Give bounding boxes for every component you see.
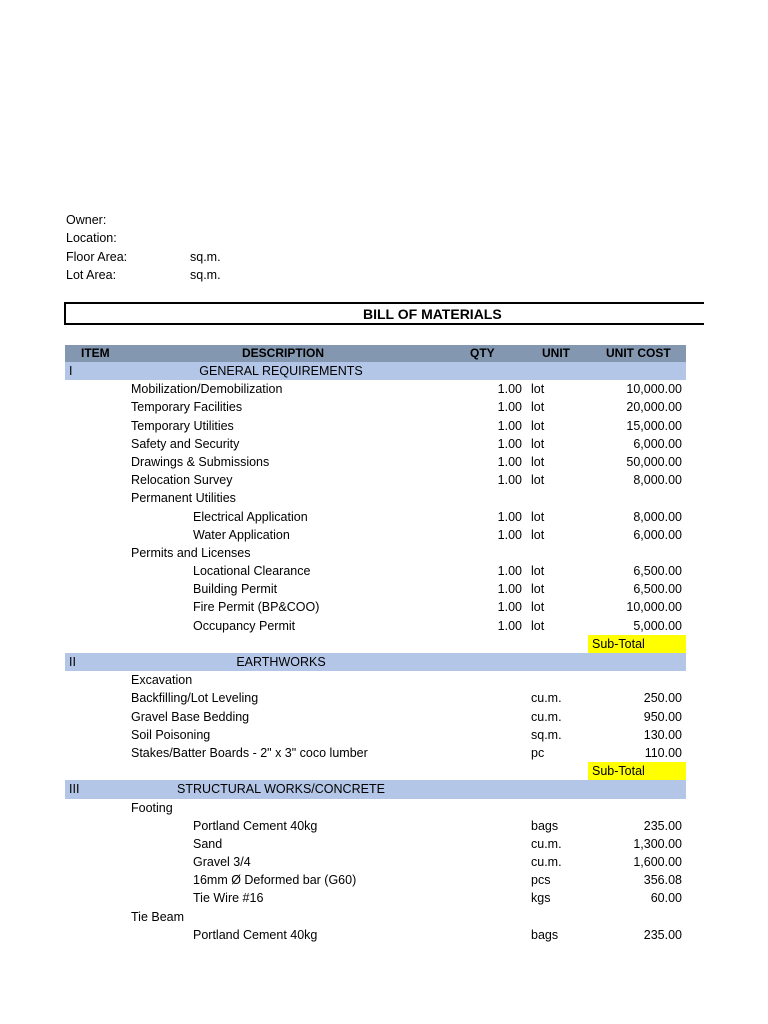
location-row <box>66 229 366 247</box>
row-unit: lot <box>531 473 545 488</box>
table-row <box>65 598 686 616</box>
header-description: DESCRIPTION <box>242 346 325 360</box>
row-description: Gravel 3/4 <box>193 855 251 870</box>
row-unit-cost: 6,000.00 <box>633 527 682 542</box>
row-description: Occupancy Permit <box>193 618 296 633</box>
row-description: Temporary Utilities <box>131 418 234 433</box>
section-row <box>65 780 686 798</box>
row-unit-cost: 20,000.00 <box>626 400 682 415</box>
subtotal-label: Sub-Total <box>588 635 686 653</box>
table-row <box>65 544 686 562</box>
row-unit-cost: 15,000.00 <box>626 418 682 433</box>
row-description: Mobilization/Demobilization <box>131 382 283 397</box>
row-description: Fire Permit (BP&COO) <box>193 600 320 615</box>
row-unit: lot <box>531 418 545 433</box>
section-row <box>65 653 686 671</box>
floor-area-row <box>66 248 366 266</box>
row-unit: sq.m. <box>531 727 562 742</box>
row-description: Drawings & Submissions <box>131 454 270 469</box>
lot-area-label: Lot Area: <box>66 267 117 282</box>
row-unit-cost: 235.00 <box>643 927 682 942</box>
row-qty: 1.00 <box>497 582 522 597</box>
lot-area-unit: sq.m. <box>190 267 221 282</box>
section-title: GENERAL REQUIREMENTS <box>199 364 363 378</box>
row-unit: lot <box>531 400 545 415</box>
row-qty: 1.00 <box>497 436 522 451</box>
row-unit-cost: 60.00 <box>650 891 682 906</box>
section-title: STRUCTURAL WORKS/CONCRETE <box>177 782 385 797</box>
project-info <box>66 211 366 284</box>
row-unit-cost: 8,000.00 <box>633 473 682 488</box>
row-unit: lot <box>531 582 545 597</box>
row-unit: cu.m. <box>531 709 562 724</box>
row-unit-cost: 6,000.00 <box>633 436 682 451</box>
row-qty: 1.00 <box>497 509 522 524</box>
row-description: Sand <box>193 836 223 851</box>
table-row <box>65 889 686 907</box>
row-unit-cost: 6,500.00 <box>633 582 682 597</box>
row-unit-cost: 10,000.00 <box>626 600 682 615</box>
row-description: Water Application <box>193 527 290 542</box>
row-description: Portland Cement 40kg <box>193 927 318 942</box>
row-description: Permits and Licenses <box>131 545 251 560</box>
table-row <box>65 471 686 489</box>
row-unit: lot <box>531 618 545 633</box>
section-item-number: I <box>69 364 73 378</box>
row-unit: lot <box>531 454 545 469</box>
owner-row <box>66 211 366 229</box>
row-unit: pcs <box>531 873 551 888</box>
table-row <box>65 671 686 689</box>
row-unit-cost: 8,000.00 <box>633 509 682 524</box>
table-row <box>65 817 686 835</box>
section-item-number: III <box>69 782 80 797</box>
row-qty: 1.00 <box>497 527 522 542</box>
table-row <box>65 435 686 453</box>
owner-label: Owner: <box>66 213 107 227</box>
row-qty: 1.00 <box>497 564 522 579</box>
row-unit: bags <box>531 927 559 942</box>
row-description: Stakes/Batter Boards - 2" x 3" coco lumber <box>131 745 368 760</box>
page-title: BILL OF MATERIALS <box>363 306 502 322</box>
row-description: Temporary Facilities <box>131 400 243 415</box>
row-qty: 1.00 <box>497 382 522 397</box>
row-unit: bags <box>531 818 559 833</box>
section-title: EARTHWORKS <box>236 655 326 669</box>
row-description: Excavation <box>131 673 193 688</box>
table-row <box>65 617 686 635</box>
row-unit: lot <box>531 527 545 542</box>
header-qty: QTY <box>470 346 495 360</box>
table-row <box>65 926 686 944</box>
table-row <box>65 689 686 707</box>
row-unit: cu.m. <box>531 691 562 706</box>
table-row <box>65 562 686 580</box>
table-row <box>65 708 686 726</box>
table-row <box>65 453 686 471</box>
location-label: Location: <box>66 231 117 246</box>
row-description: Relocation Survey <box>131 473 233 488</box>
floor-area-label: Floor Area: <box>66 249 128 264</box>
subtotal-row <box>65 635 686 653</box>
row-description: 16mm Ø Deformed bar (G60) <box>193 873 357 888</box>
table-row <box>65 580 686 598</box>
lot-area-row <box>66 266 366 284</box>
row-description: Safety and Security <box>131 436 240 451</box>
row-unit: pc <box>531 745 545 760</box>
table-body <box>65 362 686 944</box>
row-description: Gravel Base Bedding <box>131 709 250 724</box>
row-description: Electrical Application <box>193 509 308 524</box>
header-unit-cost: UNIT COST <box>606 346 671 360</box>
table-row <box>65 380 686 398</box>
row-qty: 1.00 <box>497 600 522 615</box>
row-description: Permanent Utilities <box>131 491 236 506</box>
title-box <box>64 302 704 325</box>
table-header <box>65 345 686 362</box>
row-unit-cost: 50,000.00 <box>626 454 682 469</box>
row-unit-cost: 110.00 <box>644 745 682 760</box>
row-unit: kgs <box>531 891 551 906</box>
table-row <box>65 526 686 544</box>
row-unit-cost: 356.08 <box>643 873 682 888</box>
row-description: Building Permit <box>193 582 278 597</box>
header-unit: UNIT <box>542 346 570 360</box>
row-description: Footing <box>131 800 173 815</box>
table-row <box>65 489 686 507</box>
row-description: Portland Cement 40kg <box>193 818 318 833</box>
row-unit-cost: 5,000.00 <box>633 618 682 633</box>
row-unit: lot <box>531 382 545 397</box>
table-row <box>65 853 686 871</box>
row-unit-cost: 6,500.00 <box>633 564 682 579</box>
subtotal-label: Sub-Total <box>588 762 686 780</box>
row-qty: 1.00 <box>497 400 522 415</box>
table-row <box>65 417 686 435</box>
row-unit: lot <box>531 509 545 524</box>
row-description: Backfilling/Lot Leveling <box>131 691 259 706</box>
floor-area-unit: sq.m. <box>190 249 221 264</box>
row-unit-cost: 250.00 <box>643 691 682 706</box>
table-row <box>65 908 686 926</box>
row-unit-cost: 130.00 <box>643 727 682 742</box>
row-description: Soil Poisoning <box>131 727 211 742</box>
row-description: Locational Clearance <box>193 564 311 579</box>
row-qty: 1.00 <box>497 473 522 488</box>
header-item: ITEM <box>81 346 110 360</box>
table-row <box>65 726 686 744</box>
subtotal-row <box>65 762 686 780</box>
table-row <box>65 398 686 416</box>
row-qty: 1.00 <box>497 618 522 633</box>
row-unit-cost: 950.00 <box>643 709 682 724</box>
row-unit-cost: 235.00 <box>643 818 682 833</box>
row-unit-cost: 1,300.00 <box>633 836 682 851</box>
row-description: Tie Beam <box>131 909 185 924</box>
row-unit: cu.m. <box>531 836 562 851</box>
table-row <box>65 508 686 526</box>
section-row <box>65 362 686 380</box>
row-description: Tie Wire #16 <box>193 891 264 906</box>
table-row <box>65 799 686 817</box>
table-row <box>65 871 686 889</box>
row-qty: 1.00 <box>497 454 522 469</box>
table-row <box>65 744 686 762</box>
row-unit: lot <box>531 600 545 615</box>
row-unit-cost: 1,600.00 <box>633 855 682 870</box>
row-unit: lot <box>531 436 545 451</box>
row-unit: cu.m. <box>531 855 562 870</box>
bom-table <box>65 345 686 944</box>
table-row <box>65 835 686 853</box>
row-unit-cost: 10,000.00 <box>626 382 682 397</box>
section-item-number: II <box>69 655 76 669</box>
row-unit: lot <box>531 564 545 579</box>
row-qty: 1.00 <box>497 418 522 433</box>
